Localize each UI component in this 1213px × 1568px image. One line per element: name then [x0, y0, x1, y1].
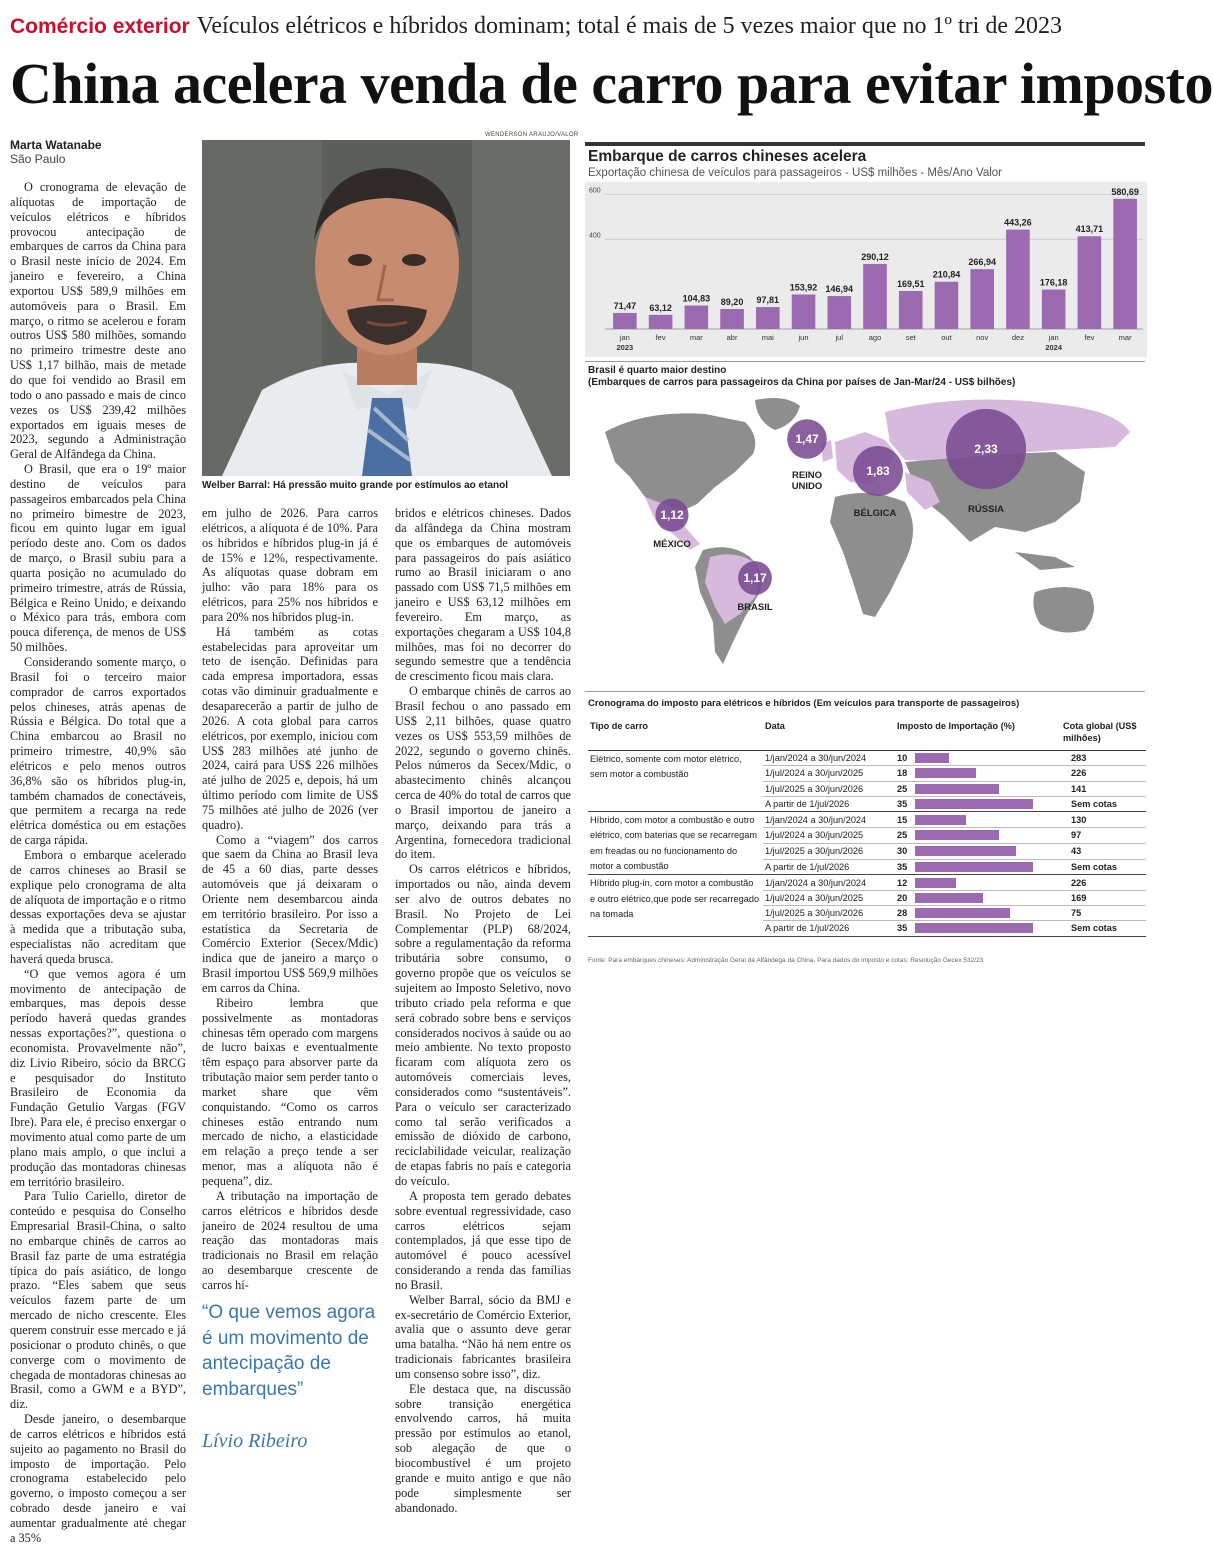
bubble-value-label: 2,33	[974, 442, 998, 456]
bar	[649, 315, 673, 329]
bar-value-label: 443,26	[1004, 217, 1032, 228]
country-label: UNIDO	[791, 481, 823, 492]
chart-subtitle: Exportação chinesa de veículos para passageiros - US$ milhões - Mês/Ano Valor	[588, 167, 1002, 179]
bar	[792, 294, 816, 329]
bar-value-label: 71,47	[613, 300, 637, 311]
rate-cell: 30	[895, 843, 915, 859]
byline	[10, 138, 102, 166]
table-row	[588, 875, 1146, 890]
paragraph: A proposta tem gerado debates sobre eventual regressividade, caso carros elétricos sejam contemplados, já que esse tipo de automóvel é pouco acessível considerando a renda das famílias no Brasil.	[395, 1188, 571, 1292]
section-label: Comércio exterior	[10, 15, 190, 38]
x-tick-label: ago	[868, 333, 882, 342]
deck-text: Veículos elétricos e híbridos dominam; total é mais de 5 vezes maior que no 1º tri de 2023	[196, 13, 1062, 39]
rate-bar	[915, 846, 1016, 856]
bar-value-label: 176,18	[1039, 277, 1068, 288]
country-label: MÉXICO	[653, 539, 691, 550]
x-tick-label: dez	[1011, 333, 1024, 342]
table-row	[588, 751, 1146, 766]
bubble-value-label: 1,17	[743, 571, 767, 585]
bar-value-label: 63,12	[649, 302, 672, 313]
rate-bar-cell	[915, 843, 1061, 859]
car-type-cell: Híbrido, com motor a combustão e outro elétrico, com baterias que se recarregam em freadas ou no funcionamento do motor a combustão	[588, 812, 763, 875]
header-rate: Imposto de Importação (%)	[895, 716, 1061, 751]
paragraph: A tributação na importação de carros elétricos e híbridos desde janeiro de 2024 resultou de uma reação das montadoras mais tradicionais no Brasil em relação ao desembarque crescente de carros hí-	[202, 1188, 378, 1292]
rate-cell: 35	[895, 921, 915, 936]
country-label: BRASIL	[737, 602, 773, 613]
rate-bar	[915, 923, 1033, 933]
rate-bar	[915, 799, 1033, 809]
x-tick-label: nov	[976, 333, 989, 342]
quota-cell: 283	[1061, 751, 1146, 766]
article-column-2	[202, 506, 378, 1568]
country-label: REINO	[791, 470, 823, 481]
portrait-photo	[202, 140, 570, 476]
bar	[685, 305, 709, 329]
rate-bar-cell	[915, 781, 1061, 796]
quota-cell: 43	[1061, 843, 1146, 859]
rate-cell: 18	[895, 766, 915, 781]
paragraph: em julho de 2026. Para carros elétricos, a alíquota é de 10%. Para os híbridos e híbridos plug-in já é de 15% e 12%, respectivamente. As alíquotas quase dobram em julho: vão para 18% para os elétricos, para 25% nos híbridos e para 20% nos híbridos plug-in.	[202, 506, 378, 624]
bubble-value-label: 1,83	[866, 464, 890, 478]
paragraph: O cronograma de elevação de alíquotas de importação de veículos elétricos e híbridos provocou antecipação de embarques de carros da China para o Brasil neste início de 2024. Em janeiro e fevereiro, a China exportou US$ 589,9 milhões em automóveis para o Brasil. Em março, o ritmo se acelerou e foram outros US$ 580 milhões, somando no primeiro trimestre deste ano US$ 1,17 bilhão, mais de metade do que foi vendido ao Brasil em todo o ano passado e mais de cinco vezes os US$ 239,42 milhões exportados em iguais meses de 2023, segundo a Administração Geral de Alfândega da China.	[10, 180, 186, 462]
rate-bar-cell	[915, 812, 1061, 828]
rate-bar	[915, 908, 1009, 918]
bubble-value-label: 1,47	[795, 432, 819, 446]
pull-quote: “O que vemos agora é um movimento de antecipação de embarques”	[202, 1302, 376, 1400]
bar-value-label: 104,83	[682, 293, 711, 304]
y-tick-label: 400	[589, 232, 601, 240]
rate-bar-cell	[915, 890, 1061, 905]
x-tick-label: jan	[1048, 333, 1059, 342]
bar-value-label: 153,92	[789, 282, 818, 293]
bar-value-label: 210,84	[932, 269, 961, 280]
x-tick-label: set	[905, 333, 916, 342]
bar	[1113, 199, 1137, 329]
bar	[756, 307, 780, 329]
header-type: Tipo de carro	[588, 716, 763, 751]
quota-cell: 130	[1061, 812, 1146, 828]
photo-caption: Welber Barral: Há pressão muito grande por estímulos ao etanol	[202, 480, 509, 491]
bar-value-label: 169,51	[896, 278, 925, 289]
paragraph: O Brasil, que era o 19º maior destino de veículos para passageiros embarcados pela China no primeiro bimestre de 2023, ficou em quinto lugar em igual período deste ano. Com os dados de março, o Brasil subiu para a quarta posição no acumulado do primeiro trimestre, atrás de Rússia, Bélgica e Reino Unido, e deixando o México para trás, embora com pouca diferença, de menos de US$ 50 milhões.	[10, 462, 186, 655]
table-body	[588, 751, 1146, 937]
rate-cell: 35	[895, 859, 915, 875]
x-tick-label: out	[941, 333, 952, 342]
bar-value-label: 266,94	[968, 257, 996, 268]
bar	[935, 282, 959, 329]
quota-cell: 75	[1061, 905, 1146, 920]
quota-cell: 169	[1061, 890, 1146, 905]
year-label: 2023	[616, 343, 634, 352]
date-cell: 1/jul/2024 a 30/jun/2025	[763, 827, 895, 843]
bar-value-label: 580,69	[1111, 186, 1139, 197]
y-tick-label: 600	[589, 187, 601, 195]
bar-value-label: 97,81	[756, 295, 780, 306]
map-top-rule	[585, 361, 1145, 362]
country-label: RÚSSIA	[968, 504, 1004, 515]
date-cell: A partir de 1/jul/2026	[763, 921, 895, 936]
x-tick-label: abr	[726, 333, 738, 342]
rate-cell: 25	[895, 781, 915, 796]
bar-chart	[585, 182, 1147, 357]
x-tick-label: jul	[835, 333, 844, 342]
rate-cell: 10	[895, 751, 915, 766]
year-label: 2024	[1045, 343, 1063, 352]
rate-cell: 20	[895, 890, 915, 905]
rate-bar-cell	[915, 751, 1061, 766]
date-cell: 1/jan/2024 a 30/jun/2024	[763, 812, 895, 828]
rate-cell: 12	[895, 875, 915, 890]
paragraph: O embarque chinês de carros ao Brasil fechou o ano passado em US$ 2,11 bilhões, quase quatro vezes os US$ 553,59 milhões de 2022, segundo o governo chinês. Pelos números da Secex/Mdic, o abastecimento chinês alcançou cerca de 40% do total de carros que o Brasil importou de janeiro a março, deixando para trás a Argentina, fornecedora tradicional do item.	[395, 684, 571, 862]
bar-value-label: 290,12	[861, 251, 889, 262]
portrait-illustration	[202, 140, 570, 476]
paragraph: Para Tulio Cariello, diretor de conteúdo e pesquisa do Conselho Empresarial Brasil-China, o salto no embarque chinês de carros ao Brasil faz parte de uma estratégia típica do país asiático, de longo prazo. “Eles sabem que seus veículos fazem parte de um mercado de nicho crescente. Eles querem construir esse mercado e já posicionar o produto chinês, o que converge com o movimento de chegada de montadoras chinesas ao Brasil, como a GWM e a BYD”, diz.	[10, 1189, 186, 1412]
bar	[1078, 236, 1102, 329]
rate-bar-cell	[915, 921, 1061, 936]
rate-bar-cell	[915, 766, 1061, 781]
kicker	[10, 12, 1160, 41]
rate-bar	[915, 753, 949, 763]
article-column-1	[10, 180, 186, 1545]
header-quota: Cota global (US$ milhões)	[1061, 716, 1146, 751]
rate-bar-cell	[915, 905, 1061, 920]
bar	[899, 291, 923, 329]
chart-title: Embarque de carros chineses acelera	[588, 148, 867, 165]
x-tick-label: mai	[761, 333, 774, 342]
paragraph: bridos e elétricos chineses. Dados da alfândega da China mostram que os embarques de automóveis para passageiros do país asiático rumo ao Brasil iniciaram o ano passado com US$ 71,5 milhões em janeiro e US$ 63,12 milhões em fevereiro. Em março, as exportações chegaram a US$ 104,8 milhões, mas foi no decorrer do segundo semestre que a tendência de crescimento ficou mais clara.	[395, 506, 571, 684]
date-cell: 1/jan/2024 a 30/jun/2024	[763, 751, 895, 766]
rate-bar	[915, 893, 982, 903]
paragraph: Desde janeiro, o desembarque de carros elétricos e híbridos está sujeito ao pagamento no Brasil do imposto de importação. Pelo cronograma estabelecido pelo governo, o imposto começou a ser cobrado desde janeiro e vai aumentar gradualmente até chegar a 35%	[10, 1412, 186, 1545]
rate-cell: 15	[895, 812, 915, 828]
bar	[720, 309, 744, 329]
rate-bar-cell	[915, 875, 1061, 890]
rate-cell: 35	[895, 796, 915, 811]
paragraph: “O que vemos agora é um movimento de antecipação de embarques, mas depois desse período haverá quedas grandes nessas exportações?”, questiona o economista. Provavelmente não”, diz Livio Ribeiro, sócio da BRCG e pesquisador do Instituto Brasileiro de Economia da Fundação Getulio Vargas (FGV Ibre). Para ele, é preciso enxergar o movimento atual como parte de um plano mais amplo, o que inclui a produção das montadoras chinesas em território brasileiro.	[10, 966, 186, 1189]
date-cell: 1/jan/2024 a 30/jun/2024	[763, 875, 895, 890]
rate-bar-cell	[915, 827, 1061, 843]
chart-top-rule	[585, 142, 1145, 146]
bar	[827, 296, 851, 329]
quota-cell: Sem cotas	[1061, 859, 1146, 875]
paragraph: Welber Barral, sócio da BMJ e ex-secretário de Comércio Exterior, avalia que o assunto deve gerar uma batalha. “Não há nem entre os tradicionais fabricantes brasileira um consenso sobre isso”, diz.	[395, 1292, 571, 1381]
table-header-row	[588, 716, 1146, 751]
map-title: Brasil é quarto maior destino	[588, 365, 727, 376]
rate-cell: 28	[895, 905, 915, 920]
paragraph: Ribeiro lembra que possivelmente as montadoras chinesas têm operado com margens de lucro baixas e eventualmente têm espaço para absorver parte da tributação maior sem perder tanto o market share que vêm conquistando. “Como os carros chineses estão entrando num mercado de nicho, a elasticidade em relação a preço tende a ser menor, mas a alíquota não é pequena”, diz.	[202, 995, 378, 1188]
source-note: Fonte: Para embarques chineses: Administração Geral da Alfândega da China. Para dados do imposto e cotas: Resolução Gecex 532/23	[588, 957, 984, 964]
world-map	[585, 392, 1145, 684]
headline: China acelera venda de carro para evitar imposto	[10, 51, 1213, 116]
date-cell: 1/jul/2024 a 30/jun/2025	[763, 766, 895, 781]
article-column-3	[395, 506, 571, 1515]
quota-cell: Sem cotas	[1061, 921, 1146, 936]
bubble-value-label: 1,12	[660, 508, 684, 522]
rate-bar-cell	[915, 796, 1061, 811]
pull-quote-author: Lívio Ribeiro	[202, 1430, 308, 1452]
quota-cell: 226	[1061, 766, 1146, 781]
table-row	[588, 812, 1146, 828]
x-tick-label: jun	[798, 333, 809, 342]
date-cell: 1/jul/2025 a 30/jun/2026	[763, 905, 895, 920]
author-location: São Paulo	[10, 152, 66, 166]
paragraph: Ele destaca que, na discussão sobre transição energética envolvendo carros, há muita pressão por estímulos ao etanol, sob alegação de que o biocombustível é um projeto grande e muito antigo e que não pode simplesmente ser abandonado.	[395, 1381, 571, 1515]
date-cell: 1/jul/2025 a 30/jun/2026	[763, 843, 895, 859]
quota-cell: 97	[1061, 827, 1146, 843]
header-date: Data	[763, 716, 895, 751]
quota-cell: 141	[1061, 781, 1146, 796]
paragraph: Considerando somente março, o Brasil foi o terceiro maior comprador de carros exportados pelos chineses, atrás apenas de Rússia e Bélgica. Do total que a China embarcou ao Brasil no primeiro trimestre, 40,9% são elétricos e pelo menos outros 36,8% são os híbridos plug-in, também chamados de conectáveis, que permitem a recarga na rede elétrica doméstica ou em estações de carga rápida.	[10, 655, 186, 848]
x-tick-label: fev	[1084, 333, 1095, 342]
x-tick-label: fev	[655, 333, 666, 342]
date-cell: A partir de 1/jul/2026	[763, 796, 895, 811]
country-label: BÉLGICA	[853, 508, 897, 519]
date-cell: A partir de 1/jul/2026	[763, 859, 895, 875]
rate-bar	[915, 784, 999, 794]
rate-bar	[915, 830, 999, 840]
paragraph: Como a “viagem” dos carros que saem da China ao Brasil leva de 45 a 60 dias, parte desses automóveis que já deixaram o Oriente nem desembarcou ainda em território brasileiro. Por isso a estatística da Secretaria de Comércio Exterior (Secex/Mdic) indica que de janeiro a março o Brasil importou US$ 569,9 milhões em carros da China.	[202, 832, 378, 995]
author-name: Marta Watanabe	[10, 138, 102, 152]
car-type-cell: Híbrido plug-in, com motor a combustão e outro elétrico,que pode ser recarregado na tomada	[588, 875, 763, 936]
car-type-cell: Elétrico, somente com motor elétrico, sem motor a combustão	[588, 751, 763, 812]
paragraph: Há também as cotas estabelecidas para aproveitar um teto de isenção. Definidas para cada empresa importadora, essas cotas vão diminuir gradualmente e desaparecerão a partir de julho de 2026. A cota global para carros elétricos, por exemplo, iniciou com US$ 283 milhões até junho de 2024, cairá para US$ 226 milhões até julho de 2025 e, depois, há um último período com limite de US$ 75 milhões até julho de 2026 (ver quadro).	[202, 624, 378, 832]
rate-bar	[915, 768, 976, 778]
bar-value-label: 146,94	[825, 284, 854, 295]
rate-bar	[915, 878, 955, 888]
bar	[970, 269, 994, 329]
table-top-rule	[585, 691, 1145, 692]
tax-schedule-table	[588, 716, 1146, 937]
date-cell: 1/jul/2025 a 30/jun/2026	[763, 781, 895, 796]
bar-value-label: 413,71	[1075, 224, 1104, 235]
x-tick-label: jan	[619, 333, 630, 342]
rate-cell: 25	[895, 827, 915, 843]
x-tick-label: mar	[689, 333, 703, 342]
photo-credit: WENDERSON ARAUJO/VALOR	[485, 132, 579, 138]
rate-bar	[915, 815, 966, 825]
quota-cell: 226	[1061, 875, 1146, 890]
rate-bar-cell	[915, 859, 1061, 875]
date-cell: 1/jul/2024 a 30/jun/2025	[763, 890, 895, 905]
bar	[1042, 290, 1066, 329]
bar	[1006, 230, 1030, 329]
table-title: Cronograma do imposto para elétricos e híbridos (Em veículos para transporte de passageiros)	[588, 698, 1020, 709]
paragraph: Os carros elétricos e híbridos, importados ou não, ainda devem ser alvo de outros debates no Brasil. No Projeto de Lei Complementar (PLP) 68/2024, sobre a regulamentação da reforma tributária sobre consumo, o governo propõe que os veículos se sujeitem ao Imposto Seletivo, novo tributo criado pela reforma e que será cobrado sobre bens e serviços considerados nocivos à saúde ou ao meio ambiente. No texto proposto ficaram com alíquota zero os automóveis comerciais leves, considerados como “sustentáveis”. Para o veículo ser caracterizado como tal serão verificados a emissão de dióxido de carbono, reciclabilidade veicular, realização de etapas fabris no país e categoria do veículo.	[395, 862, 571, 1188]
bar-value-label: 89,20	[720, 297, 744, 308]
x-tick-label: mar	[1118, 333, 1132, 342]
bar	[863, 264, 887, 329]
bar	[613, 313, 637, 329]
quota-cell: Sem cotas	[1061, 796, 1146, 811]
rate-bar	[915, 862, 1033, 872]
paragraph: Embora o embarque acelerado de carros chineses ao Brasil se explique pelo cronograma de alta de alíquota de importação e o ritmo dessas exportações deva se ajustar à medida que a tributação suba, especialistas não acreditam que haverá queda brusca.	[10, 847, 186, 966]
map-subtitle: (Embarques de carros para passageiros da China por países de Jan-Mar/24 - US$ bilhões)	[588, 377, 1016, 388]
